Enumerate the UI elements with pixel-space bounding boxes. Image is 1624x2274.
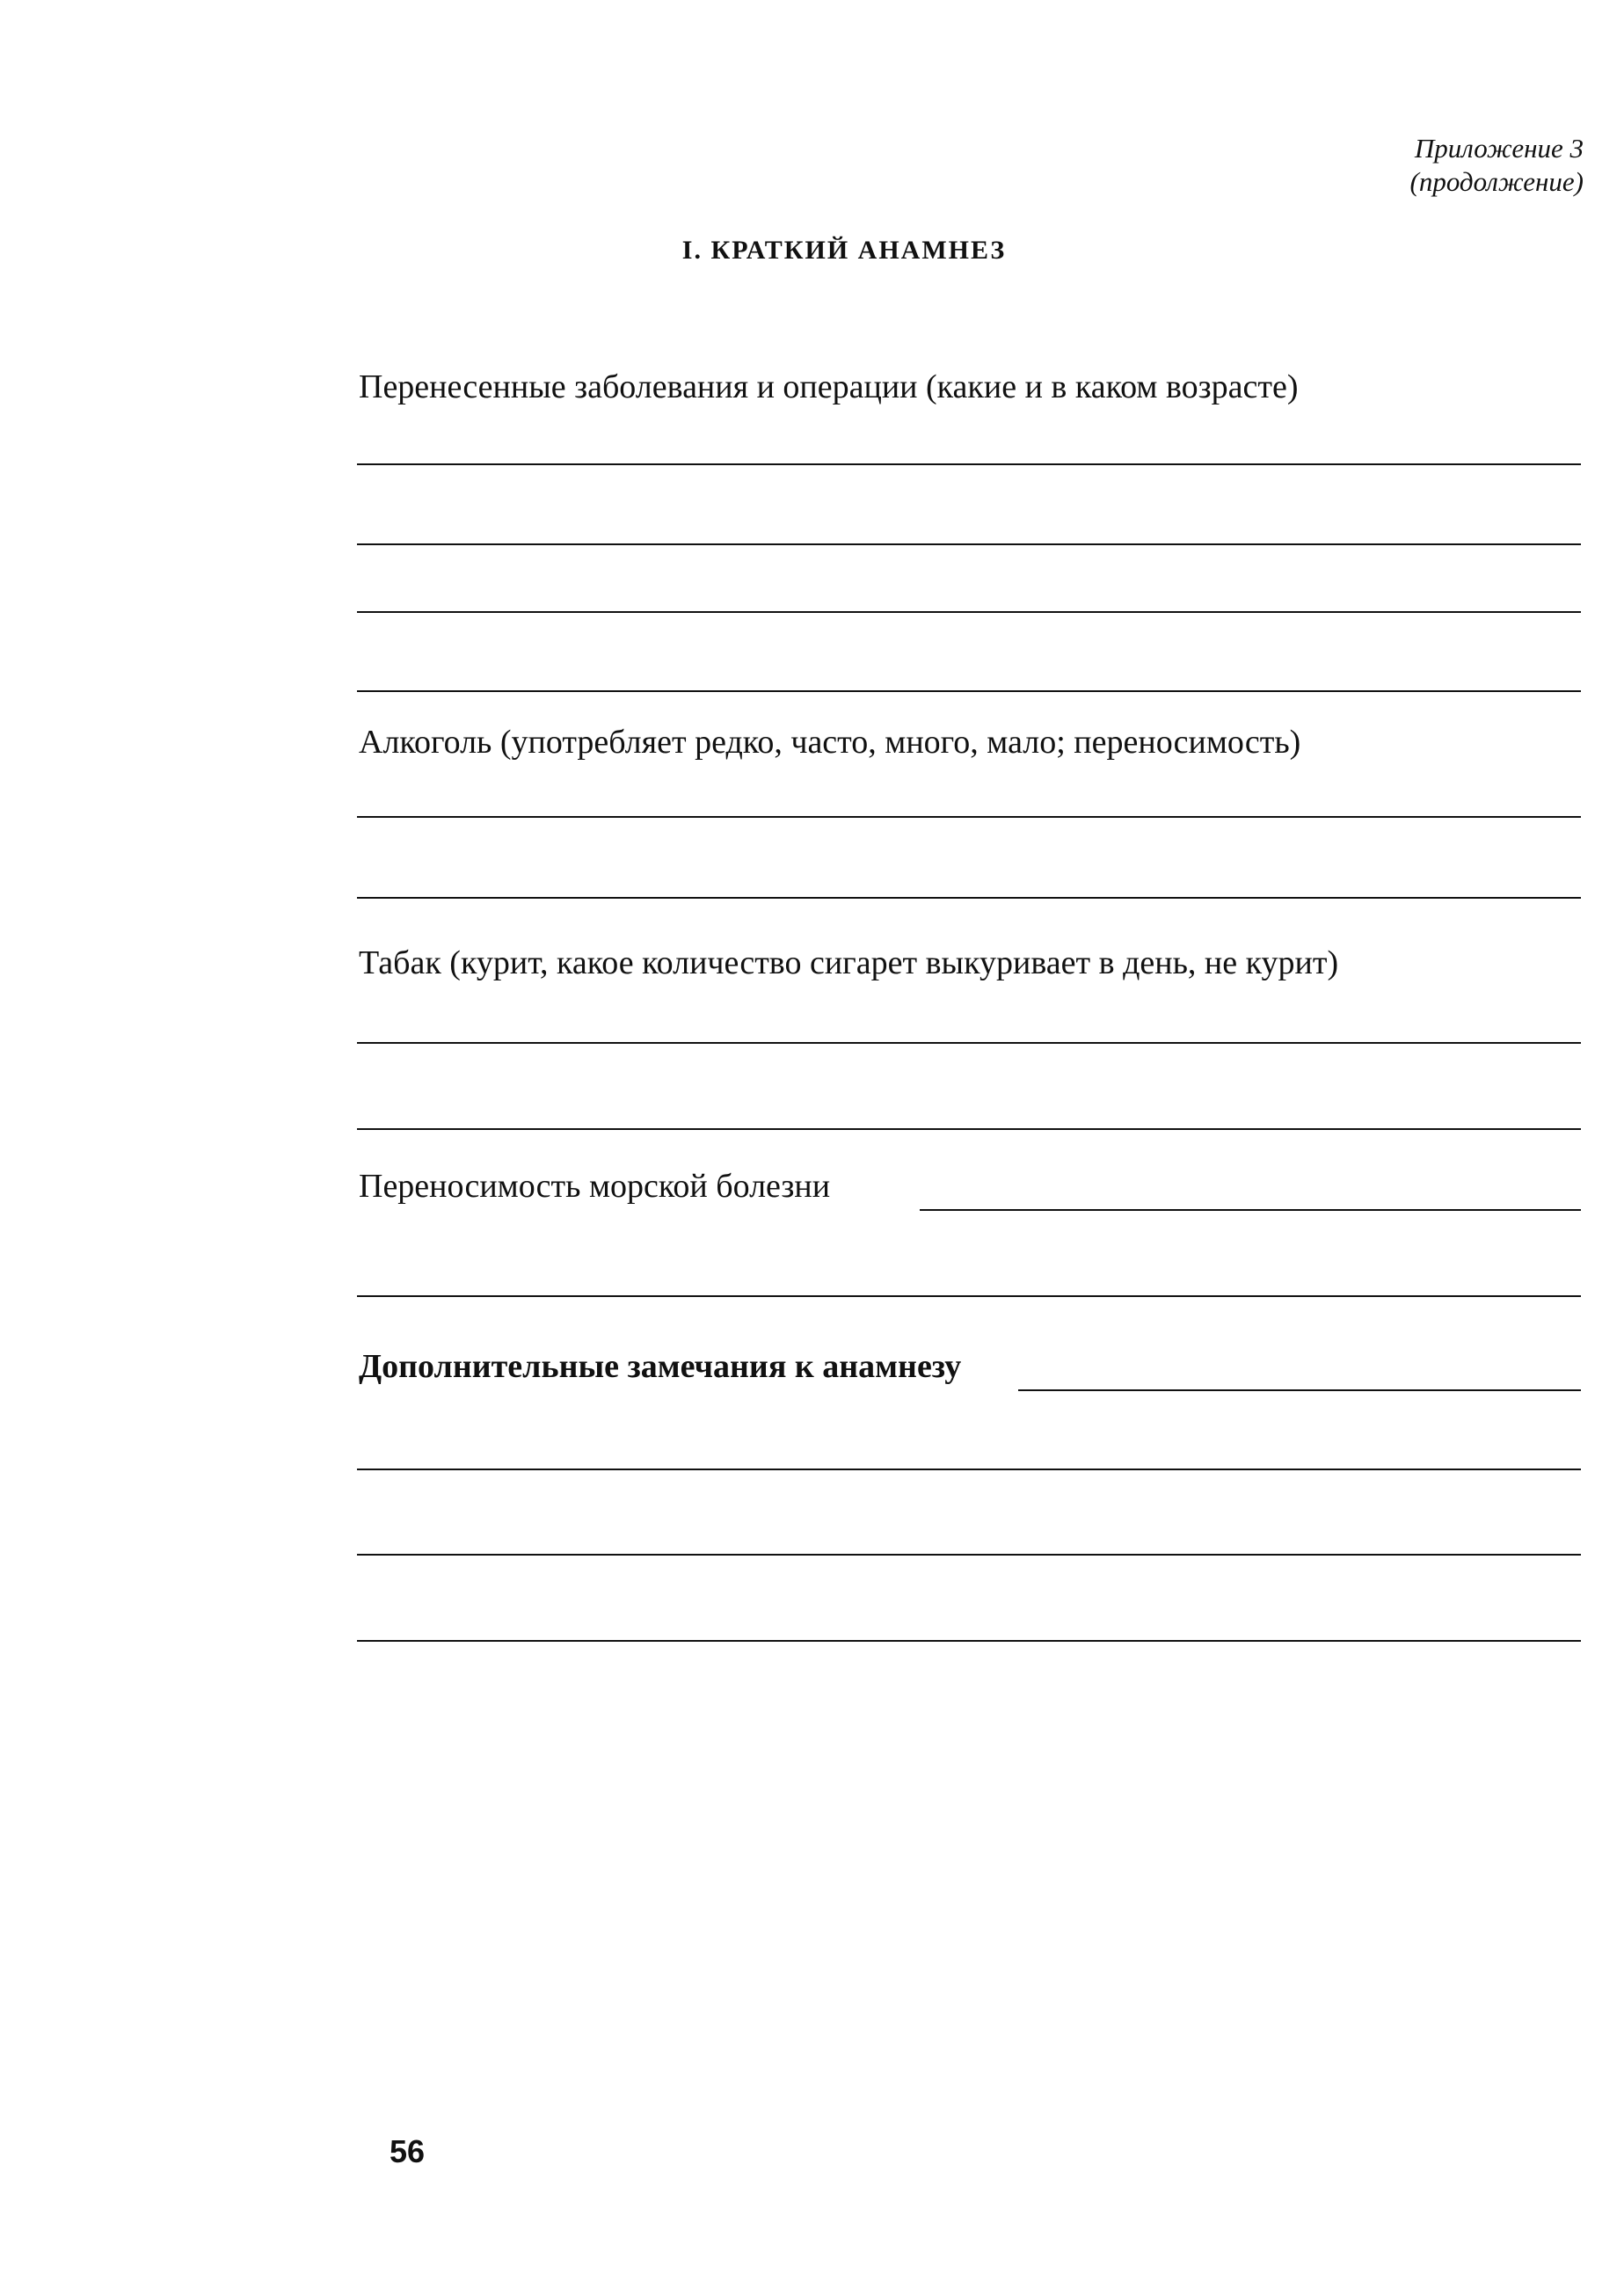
- section-title: I. КРАТКИЙ АНАМНЕЗ: [681, 236, 1007, 265]
- diseases-label: Перенесенные заболевания и операции (какие и в каком возрасте): [359, 368, 1299, 405]
- notes-label: Дополнительные замечания к анамнезу: [359, 1348, 962, 1385]
- alcohol-label: Алкоголь (употребляет редко, часто, много, мало; переносимость): [359, 724, 1301, 761]
- appendix-line-1: Приложение 3: [1414, 133, 1584, 164]
- seasickness-line-1[interactable]: [357, 1295, 1581, 1297]
- notes-line-1[interactable]: [357, 1469, 1581, 1470]
- diseases-line-2[interactable]: [357, 543, 1581, 545]
- diseases-line-4[interactable]: [357, 690, 1581, 692]
- diseases-line-1[interactable]: [357, 463, 1581, 465]
- appendix-line-2: (продолжение): [1409, 166, 1584, 197]
- seasickness-inline-line[interactable]: [920, 1209, 1581, 1211]
- tobacco-label: Табак (курит, какое количество сигарет выкуривает в день, не курит): [359, 944, 1339, 981]
- notes-line-2[interactable]: [357, 1554, 1581, 1556]
- notes-inline-line[interactable]: [1018, 1389, 1581, 1391]
- alcohol-line-2[interactable]: [357, 897, 1581, 899]
- tobacco-line-2[interactable]: [357, 1128, 1581, 1130]
- tobacco-line-1[interactable]: [357, 1042, 1581, 1044]
- seasickness-label: Переносимость морской болезни: [359, 1168, 831, 1205]
- appendix-note: [1144, 132, 1584, 199]
- diseases-line-3[interactable]: [357, 611, 1581, 613]
- alcohol-line-1[interactable]: [357, 816, 1581, 818]
- notes-line-3[interactable]: [357, 1640, 1581, 1642]
- page-number: 56: [390, 2133, 426, 2169]
